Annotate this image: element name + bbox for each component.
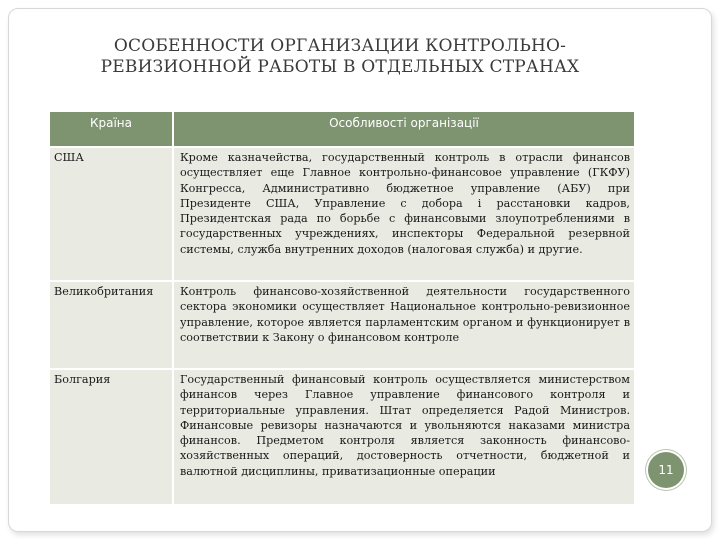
- table-row: [50, 368, 634, 504]
- header-features: Особливості організації: [174, 112, 634, 146]
- country-cell: [50, 280, 174, 368]
- country-name: Великобритания: [54, 285, 154, 298]
- slide-title: ОСОБЕННОСТИ ОРГАНИЗАЦИИ КОНТРОЛЬНО-РЕВИЗИОННОЙ РАБОТЫ В ОТДЕЛЬНЫХ СТРАНАХ: [100, 36, 580, 77]
- description-cell: Государственный финансовый контроль осуществляется министерством финансов через Главное управление финансового контроля и территориальные управления. Штат определяется Радой Министров. Финансовые ревизоры назначаются и увольняются наказами министра финансов. Предметом контроля является законность финансово-хозяйственных операций, достоверность отчетности, бюджетной и валютной дисциплины, приватизационные операции: [174, 368, 634, 504]
- table-header-row: [50, 112, 634, 146]
- country-cell: США: [50, 146, 174, 280]
- table-row: [50, 146, 634, 280]
- country-cell: Болгария: [50, 368, 174, 504]
- table-row: [50, 280, 634, 368]
- header-country: Країна: [50, 112, 174, 146]
- countries-table: [50, 112, 634, 504]
- page-number-badge: 11: [648, 452, 684, 488]
- description-cell: Контроль финансово-хозяйственной деятельности государственного сектора экономики осуществляет Национальное контрольно-ревизионное управление, которое является парламентским органом и функционирует в соответствии к Закону о финансовом контроле: [174, 280, 634, 368]
- description-cell: Кроме казначейства, государственный контроль в отрасли финансов осуществляет еще Главное контрольно-финансовое управление (ГКФУ) Конгресса, Административно бюджетное управление (АБУ) при Президенте США, Управление с добора і расстановки кадров, Президентская рада по борьбе с финансовыми злоупотреблениями в государственных учреждениях, инспекторы Федеральной резервной системы, служба внутренних доходов (налоговая служба) и другие.: [174, 146, 634, 280]
